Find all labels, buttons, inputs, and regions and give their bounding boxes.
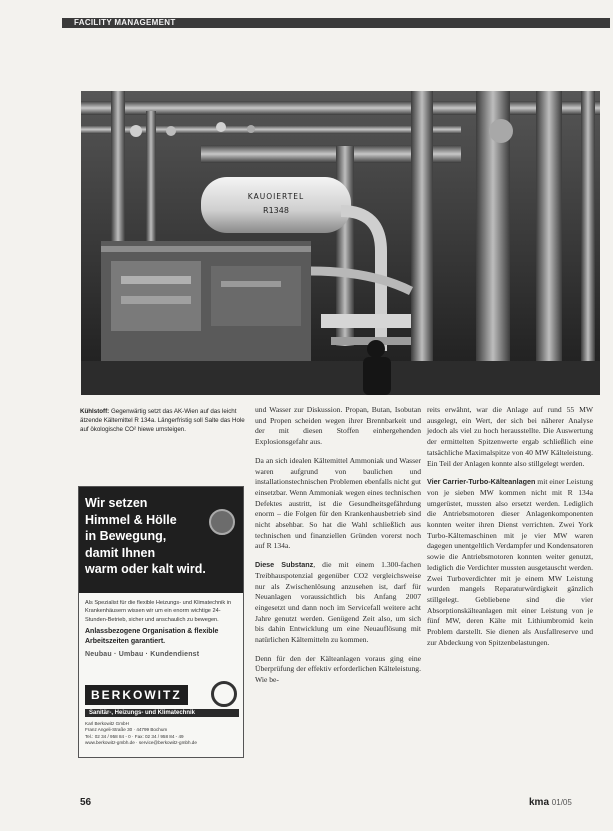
article-column-3 <box>427 405 593 648</box>
ad-body <box>85 599 239 658</box>
globe-icon <box>209 509 235 535</box>
ad-headline-block <box>79 487 243 593</box>
paragraph: Da an sich idealen Kältemittel Ammoniak und Wasser waren aufgrund von baulichen und installationstechnischen Problemen ebenfalls nicht gut einsetzbar. Wenn Ammoniak wegen eines technischen Defektes austritt, ist die Gesundheitsgefährdung enorm – die Folgen für den Krankenhausbetrieb sind nicht absehbar. So hat die Wahl schließlich aus technischen und finanziellen Gründen vorerst noch auf R 134a. <box>255 455 421 551</box>
tank-label-line1: KAUOIERTEL <box>247 192 305 201</box>
section-header: FACILITY MANAGEMENT <box>62 18 610 28</box>
tank-label-line2: R1348 <box>263 206 289 215</box>
caption-lead: Kühlstoff: <box>80 408 110 415</box>
ad-headline-line: Himmel & Hölle <box>85 512 177 527</box>
ad-brand-row <box>85 685 239 707</box>
paragraph: reits erwähnt, war die Anlage auf rund 55 MW ausgelegt, ein Wert, der sich bei näherer Analyse jedoch als viel zu hoch herausstellte. Die Auswertung der ermittelten Spitzenwerte ergab schließlich eine tatsächliche Maximalspitze von 40 MW Kälteleistung. Ein Teil der Anlagen konnte also stillgelegt werden. <box>427 405 593 468</box>
paragraph <box>427 477 593 648</box>
paragraph: Denn für den der Kälteanlagen voraus ging eine Überprüfung der effektiv erforderlichen Kälteleistung. Wie be- <box>255 653 421 685</box>
ring-icon <box>211 681 237 707</box>
brand-logo: BERKOWITZ <box>85 685 188 705</box>
ad-services: Neubau · Umbau · Kundendienst <box>85 651 200 659</box>
ad-headline-line: damit Ihnen <box>85 545 156 560</box>
paragraph <box>255 560 421 646</box>
address-line: Karl Berkowitz GmbH <box>85 721 129 726</box>
photo-caption <box>80 407 250 435</box>
ad-headline-line: warm oder kalt wird. <box>85 562 206 576</box>
article-column-2 <box>255 405 421 686</box>
caption-text: Gegenwärtig setzt das AK-Wien auf das leicht ätzende Kältemittel R 134a. Längerfristig soll Salte das Hole auf ökologische CO² hiewe umsteigen. <box>80 408 245 434</box>
ad-address <box>85 721 239 747</box>
ad-guarantee: Anlassbezogene Organisation & flexible Arbeitszeiten garantiert. <box>85 628 219 645</box>
plant-photo <box>81 91 600 395</box>
paragraph-lead: Vier Carrier-Turbo-Kälteanlagen <box>427 477 536 487</box>
ad-headline-line: Wir setzen <box>85 496 148 510</box>
paragraph-lead: Diese Substanz <box>255 560 314 570</box>
advertisement-berkowitz[interactable] <box>78 486 244 758</box>
paragraph-text: , die mit einem 1.300-fachen Treibhauspotenzial gegenüber CO2 vergleichsweise nur als Zwischenlösung anzusehen ist, darf für Neuanlagen voraussichtlich bis Anfang 2007 eingesetzt und dann noch im Servicefall weitere acht Jahre genutzt werden. Genügend Zeit also, um sich bis dahin Entwicklung um eine Neuauflösung mit natürlichen Kältemitteln zu kommen. <box>255 560 421 645</box>
ad-tagline: Sanitär-, Heizungs- und Klimatechnik <box>85 709 239 717</box>
ad-body-text: Als Spezialist für die flexible Heizungs- und Klimatechnik in Krankenhäusern wissen wir um ein enorm wichtige 24-Stunden-Betrieb, sicher und anschaulich zu bewegen. <box>85 600 232 623</box>
paragraph: und Wasser zur Diskussion. Propan, Butan, Isobutan und Propen scheiden wegen ihrer Brennbarkeit und der mit diesen Stoffen einhergehenden Explosionsgefahr aus. <box>255 405 421 447</box>
address-line: Franz Angeli-Straße 30 · 44799 Bochum <box>85 727 168 733</box>
issue-number: 01/05 <box>551 798 572 807</box>
ad-website-link[interactable]: www.berkowitz-gmbh.de · service@berkowitz-gmbh.de <box>85 740 197 746</box>
address-line: Tel.: 02 34 / 958 84 - 0 · Fax: 02 34 / 958 84 - 49 <box>85 733 184 739</box>
page-number: 56 <box>80 797 92 808</box>
paragraph-text: mit einer Leistung von je sieben MW kommen nicht mit R 134a umgerüstet, mussten also ersetzt werden. Lediglich die Antriebsmotoren dieser Anlagenkomponenten konnten weiter ihren Dienst verrichten. Zwei York Turbo-Kältemaschinen mit je vier MW waren dagegen unentgeltlich Verdampfer und Kondensatoren sowie die Antriebsmotoren konnten weiter genutzt, lediglich die Verdichter mussten ausgetauscht werden. Zwei Turboverdichter mit je einem MW Leistung wurden mangels Reparaturwürdigkeit gänzlich stillgelegt. Gebliebene sind die vier Absorptionskälteanlagen mit einer Leistung von je fünf MW, deren Kälte mit Lithiumbromid kein Problem darstellt. Sie dienen als Ausfallreserve und zur Abdeckung von Spitzenbelastungen. <box>427 477 593 647</box>
ad-headline-line: in Bewegung, <box>85 529 167 543</box>
refrigeration-plant-image <box>81 91 600 395</box>
magazine-name: kma <box>529 797 550 808</box>
magazine-footer <box>529 797 572 808</box>
